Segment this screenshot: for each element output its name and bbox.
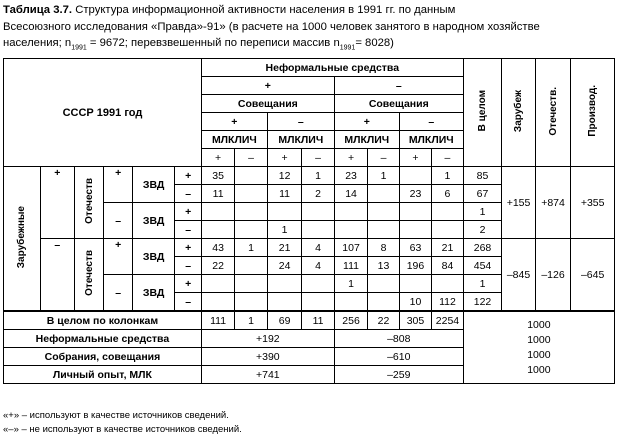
row-dom-minus-2: – (104, 275, 132, 312)
cell-total: 454 (463, 257, 502, 275)
cell: 1 (267, 221, 302, 239)
hdr-pm: – (368, 149, 399, 167)
header-mlklich-2: МЛКЛИЧ (267, 131, 334, 149)
header-meet-minus-1: – (267, 113, 334, 131)
footer-right-value: 1000 (527, 348, 551, 361)
cell-total: 85 (463, 167, 502, 185)
header-ussr: СССР 1991 год (4, 59, 202, 167)
cell (368, 275, 399, 293)
header-mlklich-3: МЛКЛИЧ (334, 131, 399, 149)
cell-total: 67 (463, 185, 502, 203)
footer-total-value: 305 (399, 311, 431, 330)
cell (235, 221, 267, 239)
footer-right-value: 1000 (527, 363, 551, 376)
row-zvd-sign: + (175, 167, 201, 185)
cell (432, 221, 464, 239)
cell (302, 293, 334, 312)
header-meetings-2: Совещания (334, 95, 463, 113)
row-zvd-sign: + (175, 275, 201, 293)
row-zvd-sign: – (175, 221, 201, 239)
header-informal-minus: – (334, 77, 463, 95)
cell: 107 (334, 239, 367, 257)
row-zvd-2: ЗВД (132, 203, 175, 239)
cell: 63 (399, 239, 431, 257)
footer-personal-label: Личный опыт, МЛК (4, 366, 202, 384)
cell (334, 293, 367, 312)
row-zvd-1: ЗВД (132, 167, 175, 203)
cell: 10 (399, 293, 431, 312)
footer-personal-minus: –259 (334, 366, 463, 384)
cell (368, 185, 399, 203)
cell: 22 (201, 257, 234, 275)
cell (302, 203, 334, 221)
cell: 196 (399, 257, 431, 275)
cell (267, 203, 302, 221)
cell: 8 (368, 239, 399, 257)
cell: 14 (334, 185, 367, 203)
cell (399, 221, 431, 239)
row-zvd-sign: – (175, 185, 201, 203)
cell: 11 (267, 185, 302, 203)
side-production-top: +355 (571, 167, 615, 239)
cell (235, 257, 267, 275)
table-caption (3, 2, 615, 52)
cell-total: 268 (463, 239, 502, 257)
footer-informal-plus: +192 (201, 330, 334, 348)
table-notes (3, 409, 242, 437)
cell: 1 (432, 167, 464, 185)
cell: 21 (267, 239, 302, 257)
cell (302, 275, 334, 293)
cell-total: 2 (463, 221, 502, 239)
footer-personal-plus: +741 (201, 366, 334, 384)
caption-sub2: 1991 (339, 44, 356, 52)
side-domestic-top: +874 (535, 167, 571, 239)
cell (334, 221, 367, 239)
cell (399, 203, 431, 221)
caption-label: Таблица 3.7. (3, 4, 73, 16)
footer-total-label: В целом по колонкам (4, 311, 202, 330)
cell (302, 221, 334, 239)
footer-meetings-plus: +390 (201, 348, 334, 366)
cell (201, 221, 234, 239)
cell (334, 203, 367, 221)
header-domestic: Отечеств. (535, 59, 571, 167)
footer-informal-label: Неформальные средства (4, 330, 202, 348)
cell: 1 (302, 167, 334, 185)
cell (267, 275, 302, 293)
cell (201, 275, 234, 293)
footer-meetings-minus: –610 (334, 348, 463, 366)
row-zvd-sign: – (175, 293, 201, 312)
cell-total: 1 (463, 275, 502, 293)
row-zvd-3: ЗВД (132, 239, 175, 275)
cell: 1 (334, 275, 367, 293)
row-zvd-sign: + (175, 203, 201, 221)
cell: 24 (267, 257, 302, 275)
cell: 43 (201, 239, 234, 257)
footer-right-values (463, 311, 614, 384)
cell (235, 167, 267, 185)
footer-informal-minus: –808 (334, 330, 463, 348)
row-label-abroad: Зарубежные (4, 167, 41, 312)
header-meet-plus-1: + (201, 113, 267, 131)
footer-meetings-label: Собрания, совещания (4, 348, 202, 366)
cell: 6 (432, 185, 464, 203)
footer-total-value: 1 (235, 311, 267, 330)
cell (432, 203, 464, 221)
row-zvd-sign: + (175, 239, 201, 257)
cell: 23 (334, 167, 367, 185)
cell (235, 203, 267, 221)
hdr-pm: + (267, 149, 302, 167)
cell: 2 (302, 185, 334, 203)
header-abroad: Зарубеж (502, 59, 535, 167)
row-abroad-minus: – (40, 239, 75, 312)
header-meetings-1: Совещания (201, 95, 334, 113)
header-production: Производ. (571, 59, 615, 167)
note-plus: «+» – используют в качестве источников сведений. (3, 410, 229, 421)
cell: 11 (201, 185, 234, 203)
cell (201, 293, 234, 312)
note-minus: «–» – не используют в качестве источников сведений. (3, 424, 242, 435)
hdr-pm: – (432, 149, 464, 167)
cell: 21 (432, 239, 464, 257)
header-mlklich-4: МЛКЛИЧ (399, 131, 463, 149)
data-table (3, 58, 615, 384)
cell (399, 167, 431, 185)
row-zvd-sign: – (175, 257, 201, 275)
cell: 1 (235, 239, 267, 257)
row-dom-plus-1: + (104, 167, 132, 203)
cell: 13 (368, 257, 399, 275)
cell (267, 293, 302, 312)
row-label-dom1: Отечеств (75, 167, 104, 239)
cell (432, 275, 464, 293)
caption-line1: Структура информационной активности населения в 1991 гг. по данным (75, 4, 456, 16)
row-dom-plus-2: + (104, 239, 132, 275)
cell: 4 (302, 257, 334, 275)
cell: 4 (302, 239, 334, 257)
cell (399, 275, 431, 293)
cell: 23 (399, 185, 431, 203)
footer-total-value: 256 (334, 311, 367, 330)
cell-total: 122 (463, 293, 502, 312)
row-zvd-4: ЗВД (132, 275, 175, 312)
caption-line3a: населения; n (3, 37, 72, 49)
side-production-bottom: –645 (571, 239, 615, 312)
cell: 112 (432, 293, 464, 312)
side-domestic-bottom: –126 (535, 239, 571, 312)
header-total: В целом (463, 59, 502, 167)
cell: 84 (432, 257, 464, 275)
caption-line3b: = 9672; перевзвешенный по переписи массив n (86, 37, 340, 49)
cell-total: 1 (463, 203, 502, 221)
footer-total-value: 22 (368, 311, 399, 330)
header-mlklich-1: МЛКЛИЧ (201, 131, 267, 149)
cell (201, 203, 234, 221)
cell: 1 (368, 167, 399, 185)
row-dom-minus-1: – (104, 203, 132, 239)
footer-total-value: 111 (201, 311, 234, 330)
footer-right-value: 1000 (527, 333, 551, 346)
hdr-pm: – (302, 149, 334, 167)
cell (235, 275, 267, 293)
footer-total-value: 2254 (432, 311, 464, 330)
header-informal: Неформальные средства (201, 59, 463, 77)
caption-sub1: 1991 (71, 44, 87, 52)
side-abroad-top: +155 (502, 167, 535, 239)
header-informal-plus: + (201, 77, 334, 95)
cell (368, 221, 399, 239)
hdr-pm: – (235, 149, 267, 167)
footer-total-value: 69 (267, 311, 302, 330)
cell: 111 (334, 257, 367, 275)
side-abroad-bottom: –845 (502, 239, 535, 312)
hdr-pm: + (201, 149, 234, 167)
caption-line3c: = 8028) (355, 37, 394, 49)
cell (368, 293, 399, 312)
cell: 12 (267, 167, 302, 185)
cell (235, 185, 267, 203)
hdr-pm: + (399, 149, 431, 167)
row-label-dom2: Отечеств (75, 239, 104, 312)
header-meet-plus-2: + (334, 113, 399, 131)
header-meet-minus-2: – (399, 113, 463, 131)
footer-total-value: 11 (302, 311, 334, 330)
caption-line2: Всесоюзного исследования «Правда»-91» (в расчете на 1000 человек занятого в народном хозяйстве (3, 20, 540, 33)
cell (235, 293, 267, 312)
hdr-pm: + (334, 149, 367, 167)
cell (368, 203, 399, 221)
row-abroad-plus: + (40, 167, 75, 239)
footer-right-value: 1000 (527, 318, 551, 331)
cell: 35 (201, 167, 234, 185)
